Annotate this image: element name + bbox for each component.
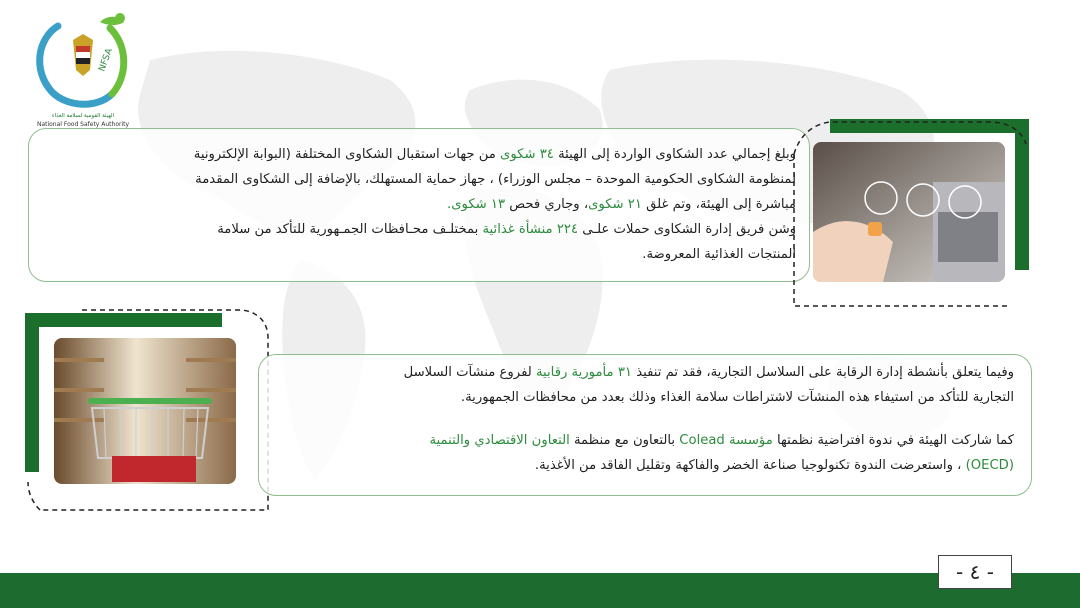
facilities-count-highlight: ٢٢٤ منشأة غذائية xyxy=(482,222,579,237)
retail-line-2: التجارية للتأكد من استيفاء هذه المنشآت لاشتراطات سلامة الغذاء وذلك بعدد من محافظات الجمهورية. xyxy=(460,390,1014,405)
logo-english-name: National Food Safety Authority xyxy=(36,121,130,128)
oecd-name-highlight: التعاون الاقتصادي والتنمية xyxy=(429,433,570,448)
retail-line-1: وفيما يتعلق بأنشطة إدارة الرقابة على السلاسل التجارية، فقد تم تنفيذ ٣١ مأمورية رقابية لفروع منشآت السلاسل xyxy=(403,365,1014,380)
complaints-line-2: لمنظومة الشكاوى الحكومية الموحدة – مجلس الوزراء) ، جهاز حماية المستهلك، بالإضافة إلى الشكاوى المقدمة xyxy=(195,172,796,187)
customer-feedback-photo xyxy=(813,142,1005,282)
colead-highlight: Colead xyxy=(679,433,725,448)
logo-badge-text: NFSA xyxy=(97,47,115,74)
nfsa-logo xyxy=(28,10,138,128)
retail-paragraph xyxy=(404,360,1014,478)
closed-complaints-highlight: ٢١ شكوى xyxy=(588,197,642,212)
footer-bar xyxy=(0,573,1080,608)
supermarket-cart-photo xyxy=(54,338,236,484)
complaints-count-highlight: ٣٤ شكوى xyxy=(500,147,554,162)
complaints-line-5: المنتجات الغذائية المعروضة. xyxy=(642,247,796,262)
oecd-acronym-highlight: (OECD) xyxy=(965,458,1014,473)
complaints-paragraph xyxy=(194,142,796,267)
foundation-highlight: مؤسسة xyxy=(729,433,773,448)
page-number: - ٤ - xyxy=(938,555,1012,589)
complaints-line-3: مباشرة إلى الهيئة، وتم غلق ٢١ شكوى، وجاري فحص ١٣ شكوى. xyxy=(447,197,796,212)
webinar-line-2: (OECD) ، واستعرضت الندوة تكنولوجيا صناعة الخضر والفاكهة وتقليل الفاقد من الأغذية. xyxy=(534,458,1014,473)
missions-count-highlight: ٣١ مأمورية رقابية xyxy=(535,365,632,380)
complaints-line-1: وبلغ إجمالي عدد الشكاوى الواردة إلى الهيئة ٣٤ شكوى من جهات استقبال الشكاوى المختلفة (البوابة الإلكترونية xyxy=(193,147,796,162)
pending-complaints-highlight: ١٣ شكوى. xyxy=(447,197,506,212)
complaints-line-4: وشن فريق إدارة الشكاوى حملات علـى ٢٢٤ منشأة غذائية بمختلـف محـافظات الجمـهورية للتأكد من سلامة xyxy=(217,222,796,237)
paragraph-spacer xyxy=(404,410,1014,428)
logo-arabic-name: الهيئة القومية لسلامة الغذاء xyxy=(51,113,115,119)
webinar-line-1: كما شاركت الهيئة في ندوة افتراضية نظمتها مؤسسة Colead بالتعاون مع منظمة التعاون الاقتصادي والتنمية xyxy=(429,433,1014,448)
nfsa-emblem-icon xyxy=(28,10,138,112)
